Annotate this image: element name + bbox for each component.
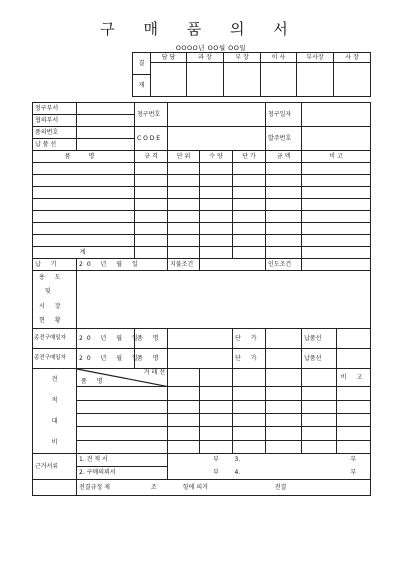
label-prev-price: 단 가 — [233, 349, 266, 369]
comparison-row — [33, 387, 371, 400]
label-prev-purchase-date: 종전구매일자 — [33, 349, 77, 369]
field-request-dept[interactable] — [77, 103, 135, 115]
field-request-date[interactable] — [302, 103, 371, 127]
role-staff: 담 당 — [151, 53, 187, 63]
label-payment-terms: 지불조건 — [168, 259, 200, 271]
label-proposal-no: 품의번호 — [33, 127, 77, 139]
label-usage: 용 도 및 시 장 현 황 — [33, 271, 77, 329]
field-prev-purchase-date[interactable]: 20 년 월 일 — [77, 329, 135, 349]
field-payment-terms[interactable] — [200, 259, 266, 271]
field-prev-purchase-date[interactable]: 20 년 월 일 — [77, 349, 135, 369]
comparison-vendor-label: 거 래 선 — [143, 369, 165, 376]
comparison-header-diagonal — [77, 369, 168, 387]
field-delivery-date[interactable]: 20 년 월 일 — [77, 259, 168, 271]
label-supporting-docs: 근거서류 — [33, 454, 77, 480]
sign-box-staff[interactable] — [151, 63, 187, 97]
approval-label-bottom: 재 — [133, 75, 151, 97]
col-spec: 규 격 — [135, 151, 168, 163]
comparison-row — [33, 427, 371, 440]
col-quantity: 수 량 — [200, 151, 233, 163]
label-prev-item: 품 명 — [135, 329, 168, 349]
label-prev-vendor: 납품선 — [302, 349, 337, 369]
label-delivery-terms: 인도조건 — [266, 259, 302, 271]
sign-box-director[interactable] — [261, 63, 297, 97]
label-request-no: 청구번호 — [135, 103, 168, 127]
label-prev-item: 품 명 — [135, 349, 168, 369]
doc-purchase-request: 2. 구매의뢰서 — [77, 467, 168, 480]
doc-quotation-unit: 부 — [200, 454, 233, 467]
label-order-no: 발주번호 — [266, 127, 302, 151]
item-row — [33, 187, 371, 199]
sign-box-dept-head[interactable] — [224, 63, 261, 97]
item-row — [33, 211, 371, 223]
label-request-date: 청구일자 — [266, 103, 302, 127]
col-remarks: 비 고 — [302, 151, 371, 163]
comparison-item-label: 품 명 — [81, 378, 107, 386]
role-section-chief: 과 장 — [187, 53, 224, 63]
comparison-row — [33, 414, 371, 427]
field-order-no[interactable] — [302, 127, 371, 151]
label-prev-purchase-date: 종전구매일자 — [33, 329, 77, 349]
purchase-request-form — [32, 102, 371, 496]
role-president: 사 장 — [334, 53, 371, 63]
label-total: 계 — [33, 247, 135, 259]
comparison-row — [33, 400, 371, 413]
doc-4-label: 4. — [233, 467, 266, 480]
col-unit-price: 단 가 — [233, 151, 266, 163]
col-amount: 금 액 — [266, 151, 302, 163]
comparison-row — [33, 440, 371, 453]
col-unit: 단 위 — [168, 151, 200, 163]
doc-3-label: 3. — [233, 454, 266, 467]
comparison-remarks: 비 고 — [337, 369, 371, 387]
item-row — [33, 223, 371, 235]
doc-quotation: 1. 견 적 서 — [77, 454, 168, 467]
delegation-clause: 전결규정 제 조 항에 의거 전결 — [77, 480, 371, 496]
document-date: OOOO년 OO월 OO일 — [175, 44, 247, 52]
label-supplier: 납 품 선 — [33, 139, 77, 151]
col-item-name: 품 명 — [33, 151, 135, 163]
field-supplier[interactable] — [77, 139, 135, 151]
role-vice-president: 부사장 — [297, 53, 334, 63]
document-title: 구 매 품 의 서 — [100, 20, 300, 38]
label-prev-price: 단 가 — [233, 329, 266, 349]
doc-purchase-request-unit: 부 — [200, 467, 233, 480]
field-code[interactable] — [168, 127, 266, 151]
label-prev-vendor: 납품선 — [302, 329, 337, 349]
label-quote-comparison: 견 적 대 비 — [33, 369, 77, 454]
field-usage[interactable] — [77, 271, 371, 329]
field-consult-dept[interactable] — [77, 115, 135, 127]
item-row — [33, 235, 371, 247]
item-row — [33, 175, 371, 187]
field-request-no[interactable] — [168, 103, 266, 127]
role-director: 이 사 — [261, 53, 297, 63]
label-consult-dept: 협의부서 — [33, 115, 77, 127]
label-code: C O D E — [135, 127, 168, 151]
sign-box-section-chief[interactable] — [187, 63, 224, 97]
approval-label-top: 결 — [133, 53, 151, 75]
label-request-dept: 청구부서 — [33, 103, 77, 115]
doc-4-unit: 부 — [337, 467, 371, 480]
sign-box-vice-president[interactable] — [297, 63, 334, 97]
field-proposal-no[interactable] — [77, 127, 135, 139]
item-row — [33, 199, 371, 211]
approval-block — [132, 52, 371, 97]
sign-box-president[interactable] — [334, 63, 371, 97]
label-delivery: 납 기 — [33, 259, 77, 271]
item-row — [33, 163, 371, 175]
doc-3-unit: 부 — [337, 454, 371, 467]
role-dept-head: 부 장 — [224, 53, 261, 63]
field-delivery-terms[interactable] — [302, 259, 371, 271]
